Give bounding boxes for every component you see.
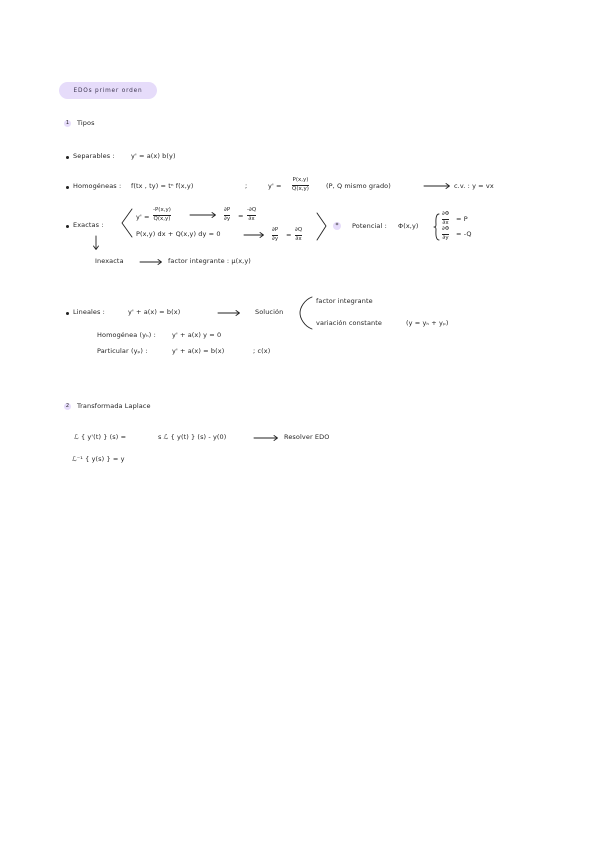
page-title: EDOs primer orden: [73, 87, 143, 94]
homogeneas-equation-2: y' =: [268, 182, 282, 190]
lineales-particular-extra: ; c(x): [253, 347, 271, 355]
exactas-bottom-result-equals: =: [286, 231, 292, 239]
exactas-top-fraction-denominator: Q(x,y): [153, 215, 171, 222]
fraction-denominator: ∂y: [272, 235, 279, 242]
bullet-exactas: [66, 225, 69, 228]
exactas-bottom-eq: P(x,y) dx + Q(x,y) dy = 0: [136, 230, 221, 238]
lineales-homogenea-equation: y' + a(x) y = 0: [172, 331, 222, 339]
exactas-potencial-function: Φ(x,y): [398, 222, 419, 230]
homogeneas-fraction: [292, 177, 309, 193]
exactas-potencial-label: Potencial :: [352, 222, 387, 230]
exactas-label: Exactas :: [73, 221, 104, 229]
bullet-homogeneas: [66, 186, 69, 189]
arrow-right-icon: [254, 434, 280, 442]
page-title-pill: [59, 82, 157, 99]
homogeneas-equation-1: f(tx , ty) = tⁿ f(x,y): [131, 182, 194, 190]
left-brace-icon: [298, 296, 314, 330]
separables-label: Separables :: [73, 152, 115, 160]
lineales-option-variacion-constante: variación constante: [316, 319, 382, 327]
homogeneas-cv: c.v. : y = vx: [454, 182, 494, 190]
exactas-top-fraction-numerator: -P(x,y): [153, 207, 171, 213]
fraction-denominator: ∂x: [248, 215, 255, 222]
fraction-numerator: ∂Q: [295, 227, 303, 233]
section-number-badge: 2: [65, 403, 70, 409]
lineales-homogenea-label: Homogénea (yₕ) :: [97, 331, 156, 339]
arrow-right-icon: [218, 309, 242, 317]
fraction-numerator: ∂Φ: [442, 211, 450, 217]
lineales-equation: y' + a(x) = b(x): [128, 308, 181, 316]
exactas-factor-integrante: factor integrante : μ(x,y): [168, 257, 251, 265]
section-heading-laplace: Transformada Laplace: [77, 402, 151, 410]
exactas-bottom-result-rhs: [295, 227, 302, 243]
left-curly-brace-icon: [433, 213, 441, 241]
homogeneas-label: Homogéneas :: [73, 182, 122, 190]
arrow-right-icon: [244, 231, 266, 239]
exactas-bottom-result-lhs: [272, 227, 278, 243]
laplace-resolver-edo: Resolver EDO: [284, 433, 330, 441]
exactas-top-result-rhs: [247, 207, 256, 223]
potencial-top-derivative: [442, 211, 449, 227]
potencial-bottom-derivative: [442, 226, 449, 242]
homogeneas-condition: (P, Q mismo grado): [326, 182, 391, 190]
arrow-right-icon: [190, 211, 218, 219]
homogeneas-fraction-numerator: P(x,y): [292, 177, 309, 183]
bullet-lineales: [66, 312, 69, 315]
fraction-numerator: ∂P: [272, 227, 279, 233]
homogeneas-fraction-denominator: Q(x,y): [292, 185, 309, 192]
bullet-separables: [66, 156, 69, 159]
lineales-solucion: Solución: [255, 308, 284, 316]
lineales-particular-label: Particular (yₚ) :: [97, 347, 148, 355]
arrow-right-icon: [140, 258, 164, 266]
potencial-top-rhs: = P: [456, 215, 468, 223]
arrow-down-icon: [93, 236, 99, 252]
left-brace-icon: [120, 208, 134, 238]
arrow-right-icon: [424, 182, 452, 190]
fraction-denominator: ∂x: [295, 235, 302, 242]
section-number-badge: 1: [65, 120, 70, 126]
fraction-numerator: -∂Q: [247, 207, 257, 213]
exactas-top-result-lhs: [224, 207, 230, 223]
laplace-line-1-lhs: ℒ { y'(t) } (s) =: [74, 433, 127, 441]
exactas-top-eq-lhs: y' =: [136, 213, 150, 221]
laplace-line-1-rhs: s ℒ { y(t) } (s) - y(0): [158, 433, 227, 441]
fraction-denominator: ∂x: [442, 219, 449, 226]
lineales-option-factor-integrante: factor integrante: [316, 297, 373, 305]
lineales-label: Lineales :: [73, 308, 105, 316]
exactas-inexacta-label: Inexacta: [95, 257, 124, 265]
fraction-denominator: ∂y: [224, 215, 231, 222]
laplace-line-2: ℒ⁻¹ { y(s) } = y: [72, 455, 125, 463]
fraction-numerator: ∂P: [224, 207, 231, 213]
lineales-particular-equation: y' + a(x) = b(x): [172, 347, 225, 355]
section-heading-tipos: Tipos: [77, 119, 95, 127]
homogeneas-separator: ;: [245, 182, 248, 190]
exactas-top-result-equals: =: [238, 212, 244, 220]
fraction-denominator: ∂y: [442, 234, 449, 241]
fraction-numerator: ∂Φ: [442, 226, 450, 232]
lineales-option-equation: (y = yₕ + yₚ): [406, 319, 449, 327]
right-brace-icon: [316, 212, 328, 242]
potencial-bottom-rhs: = -Q: [456, 230, 472, 238]
exactas-top-fraction: [153, 207, 171, 223]
exactas-circled-marker: *: [333, 222, 341, 230]
separables-equation: y' = a(x) b(y): [131, 152, 176, 160]
